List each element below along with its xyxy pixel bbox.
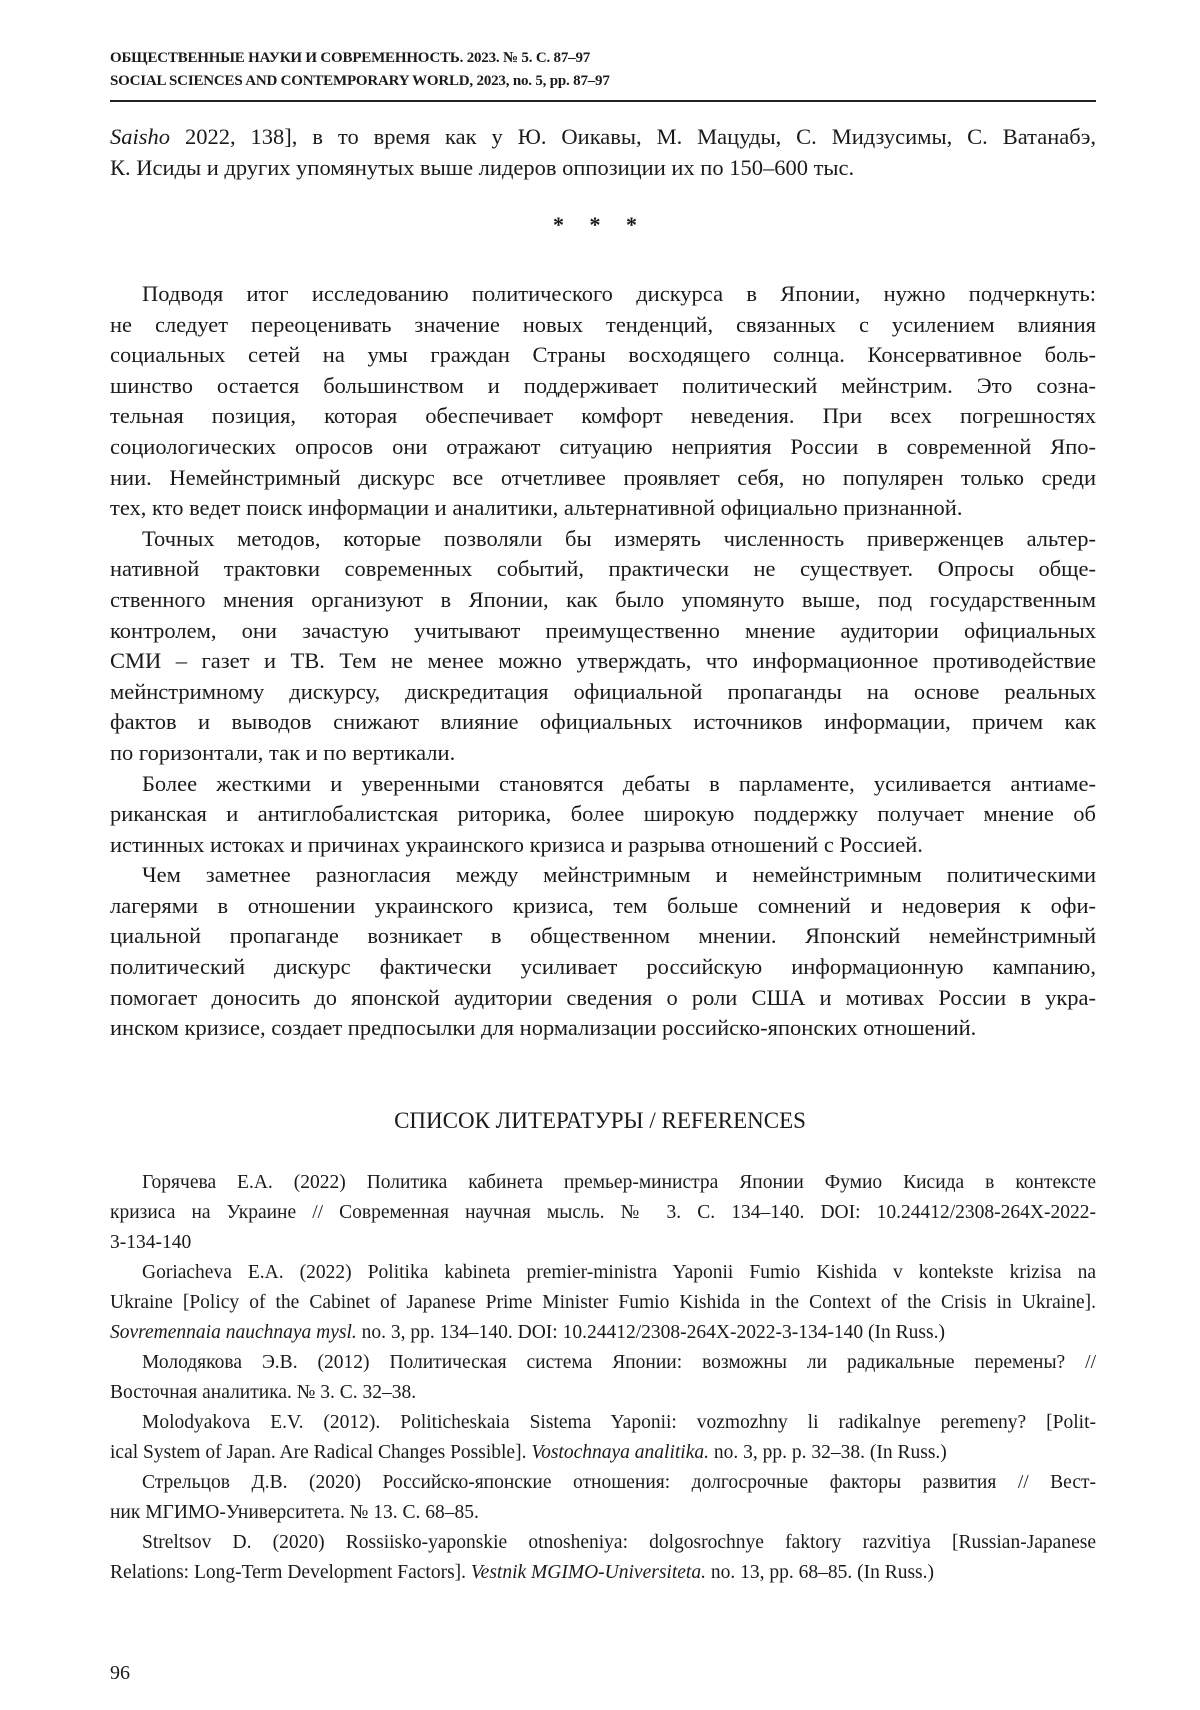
section-separator: * * * bbox=[553, 212, 647, 237]
reference-entry bbox=[110, 1258, 1096, 1348]
text-line: ник МГИМО-Университета. № 13. С. 68–85. bbox=[110, 1502, 479, 1523]
reference-entry bbox=[110, 1468, 1096, 1528]
reference-entry bbox=[110, 1528, 1096, 1588]
journal-header-ru: ОБЩЕСТВЕННЫЕ НАУКИ И СОВРЕМЕННОСТЬ. 2023. № 5. С. 87–97 bbox=[110, 50, 591, 66]
text-line: Ukraine [Policy of the Cabinet of Japanese Prime Minister Fumio Kishida in the Context of the Crisis in Ukraine]. bbox=[110, 1292, 1096, 1313]
text-line: 3-134-140 bbox=[110, 1232, 192, 1253]
text-line: не следует переоценивать значение новых тенденций, связанных с усилением влияния bbox=[110, 311, 1096, 337]
text-line: Восточная аналитика. № 3. С. 32–38. bbox=[110, 1382, 417, 1403]
italic-segment: Saisho bbox=[110, 124, 171, 149]
text-line: Стрельцов Д.В. (2020) Российско-японские отношения: долгосрочные факторы развития // Вест- bbox=[142, 1472, 1096, 1493]
text-segment: no. 3, pp. p. 32–38. (In Russ.) bbox=[709, 1442, 947, 1463]
text-line: тельная позиция, которая обеспечивает комфорт неведения. При всех погрешностях bbox=[110, 403, 1096, 429]
text-line: фактов и выводов снижают влияние официальных источников информации, причем как bbox=[110, 709, 1096, 735]
text-line: Точных методов, которые позволяли бы измерять численность приверженцев альтер- bbox=[142, 525, 1096, 551]
text-line: Молодякова Э.В. (2012) Политическая система Японии: возможны ли радикальные перемены? // bbox=[142, 1352, 1096, 1373]
text-line: социальных сетей на умы граждан Страны восходящего солнца. Консервативное боль- bbox=[110, 342, 1096, 368]
text-line: кризиса на Украине // Современная научная мысль. № 3. С. 134–140. DOI: 10.24412/2308-264X-2022- bbox=[110, 1202, 1096, 1223]
text-line: Более жесткими и уверенными становятся дебаты в парламенте, усиливается антиаме- bbox=[142, 770, 1096, 796]
text-line bbox=[110, 1318, 1096, 1348]
text-line: социологических опросов они отражают ситуацию неприятия России в современной Япо- bbox=[110, 433, 1096, 459]
text-line: мейнстримному дискурсу, дискредитация официальной пропаганды на основе реальных bbox=[110, 678, 1096, 704]
text-line: лагерями в отношении украинского кризиса, тем больше сомнений и недоверия к офи- bbox=[110, 892, 1096, 918]
text-line bbox=[110, 122, 1096, 153]
text-line: Чем заметнее разногласия между мейнстримным и немейнстримным политическими bbox=[142, 862, 1096, 888]
italic-segment: Sovremennaia nauchnaya mysl. bbox=[110, 1322, 357, 1343]
text-line: шинство остается большинством и поддерживает политический мейнстрим. Это созна- bbox=[110, 372, 1096, 398]
paragraph bbox=[110, 769, 1096, 861]
header-divider bbox=[110, 100, 1096, 102]
reference-entry bbox=[110, 1408, 1096, 1468]
conclusion-body bbox=[110, 279, 1096, 1044]
text-line: инском кризисе, создает предпосылки для нормализации российско-японских отношений. bbox=[110, 1015, 977, 1041]
text-line: СМИ – газет и ТВ. Тем не менее можно утверждать, что информационное противодействие bbox=[110, 648, 1096, 674]
text-line: помогает доносить до японской аудитории сведения о роли США и мотивах России в укра- bbox=[110, 984, 1096, 1010]
reference-entry bbox=[110, 1168, 1096, 1258]
text-line: политический дискурс фактически усиливает российскую информационную кампанию, bbox=[110, 954, 1096, 980]
text-line: К. Исиды и других упомянутых выше лидеров оппозиции их по 150–600 тыс. bbox=[110, 154, 855, 180]
paragraph bbox=[110, 860, 1096, 1044]
journal-header-en: SOCIAL SCIENCES AND CONTEMPORARY WORLD, 2023, no. 5, pp. 87–97 bbox=[110, 73, 610, 89]
text-line: циальной пропаганде возникает в общественном мнении. Японский немейнстримный bbox=[110, 923, 1096, 949]
text-line: нии. Немейнстримный дискурс все отчетливее проявляет себя, но популярен только среди bbox=[110, 464, 1096, 490]
text-line: риканская и антиглобалистская риторика, более широкую поддержку получает мнение об bbox=[110, 801, 1096, 827]
text-line: ственного мнения организуют в Японии, как было упомянуто выше, под государственным bbox=[110, 586, 1096, 612]
paragraph bbox=[110, 279, 1096, 524]
text-segment: no. 13, pp. 68–85. (In Russ.) bbox=[705, 1562, 934, 1583]
references-heading: СПИСОК ЛИТЕРАТУРЫ / REFERENCES bbox=[394, 1108, 806, 1133]
text-segment: ical System of Japan. Are Radical Changes Possible]. bbox=[110, 1442, 532, 1463]
text-line: по горизонтали, так и по вертикали. bbox=[110, 739, 456, 765]
text-line: истинных истоках и причинах украинского кризиса и разрыва отношений с Россией. bbox=[110, 831, 923, 857]
text-segment: Relations: Long-Term Development Factors]. bbox=[110, 1562, 471, 1583]
italic-segment: Vostochnaya analitika. bbox=[531, 1442, 709, 1463]
references-list bbox=[110, 1168, 1096, 1588]
text-line: Molodyakova E.V. (2012). Politicheskaia Sistema Yaponii: vozmozhny li radikalnye peremeny? [Polit- bbox=[142, 1412, 1096, 1433]
text-line: тех, кто ведет поиск информации и аналитики, альтернативной официально признанной. bbox=[110, 495, 963, 521]
text-line: Streltsov D. (2020) Rossiisko-yaponskie otnosheniya: dolgosrochnye faktory razvitiya [Russian-Japanese bbox=[142, 1532, 1096, 1553]
text-segment: 2022, 138], в то время как у Ю. Оикавы, М. Мацуды, С. Мидзусимы, С. Ватанабэ, bbox=[170, 124, 1096, 149]
page-number: 96 bbox=[110, 1662, 130, 1684]
text-segment: no. 3, pp. 134–140. DOI: 10.24412/2308-264X-2022-3-134-140 (In Russ.) bbox=[356, 1322, 945, 1343]
text-line: Goriacheva E.A. (2022) Politika kabineta premier-ministra Yaponii Fumio Kishida v kontekste krizisa na bbox=[142, 1262, 1096, 1283]
intro-paragraph bbox=[110, 122, 1096, 183]
text-line bbox=[110, 1558, 1096, 1588]
reference-entry bbox=[110, 1348, 1096, 1408]
text-line: контролем, они зачастую учитывают преимущественно мнение аудитории официальных bbox=[110, 617, 1096, 643]
text-line: нативной трактовки современных событий, практически не существует. Опросы обще- bbox=[110, 556, 1096, 582]
italic-segment: Vestnik MGIMO-Universiteta. bbox=[470, 1562, 706, 1583]
paragraph bbox=[110, 524, 1096, 769]
text-line bbox=[110, 1438, 1096, 1468]
text-line: Горячева Е.А. (2022) Политика кабинета премьер-министра Японии Фумио Кисида в контексте bbox=[142, 1172, 1096, 1193]
text-line: Подводя итог исследованию политического дискурса в Японии, нужно подчеркнуть: bbox=[142, 281, 1096, 306]
